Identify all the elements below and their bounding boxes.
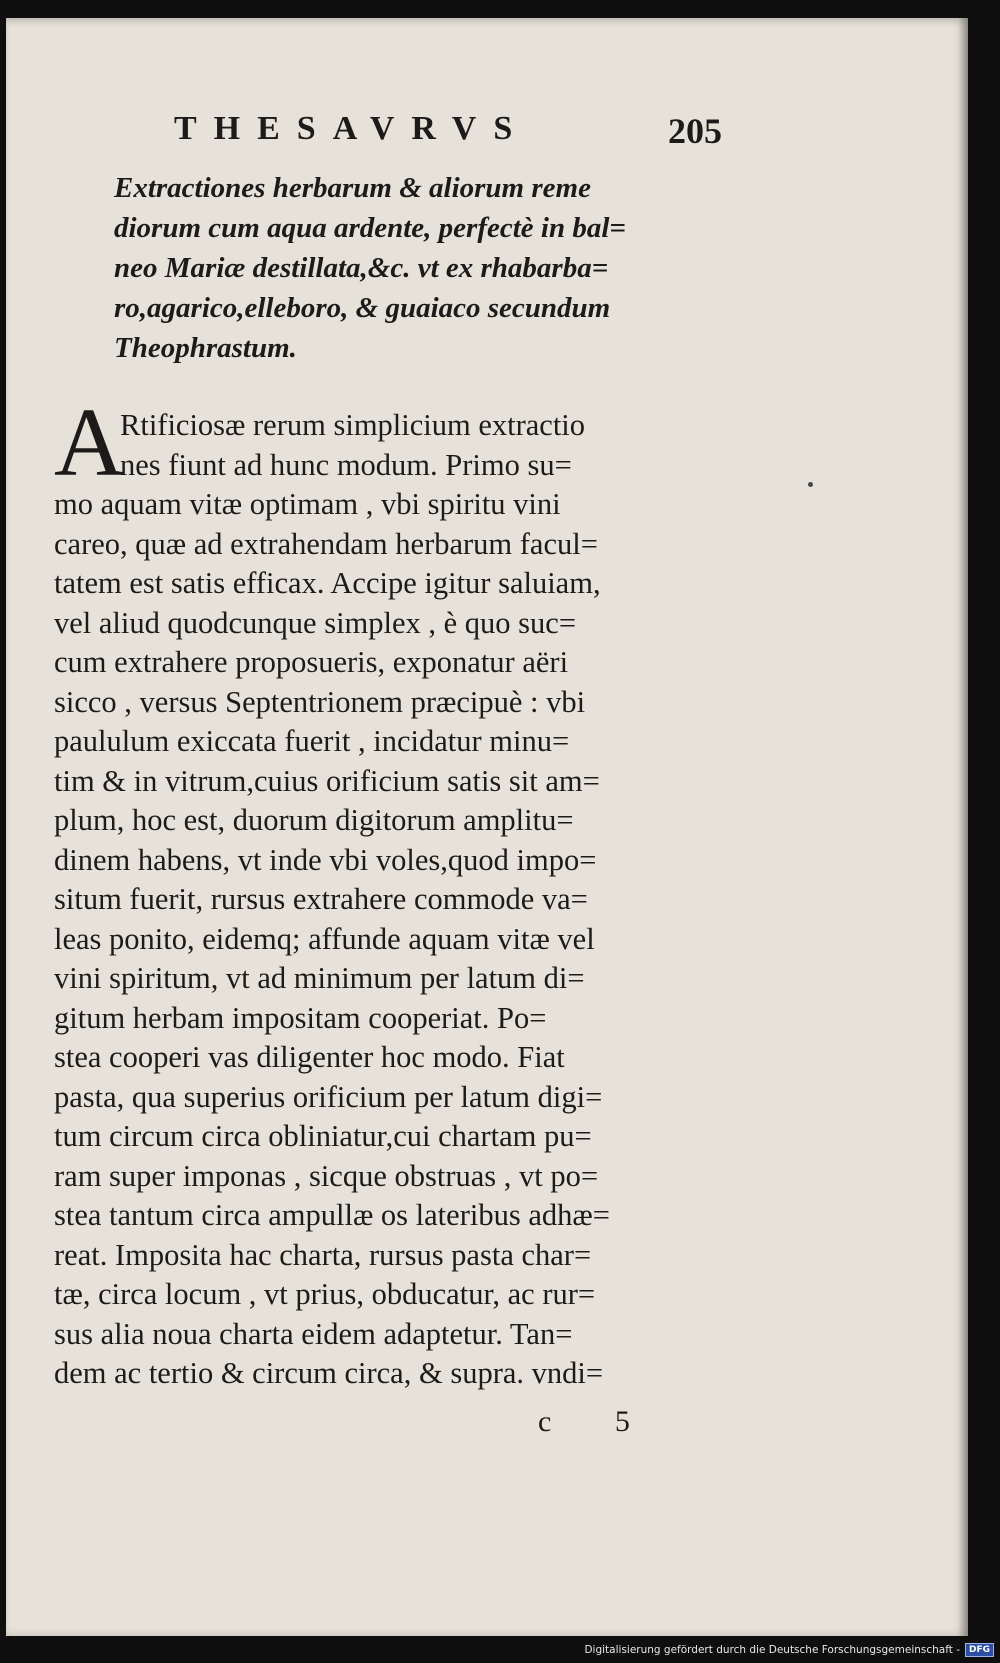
chapter-title — [114, 168, 734, 368]
text-line: gitum herbam impositam cooperiat. Po= — [54, 1000, 547, 1035]
chapter-title-line: neo Mariæ destillata,&c. vt ex rhabarba= — [114, 252, 609, 284]
text-line: tæ, circa locum , vt prius, obducatur, ac rur= — [54, 1277, 596, 1311]
running-head: THESAVRVS — [174, 110, 530, 147]
chapter-title-line: Theophrastum. — [114, 332, 297, 364]
text-line: sus alia noua charta eidem adaptetur. Tan= — [54, 1316, 573, 1351]
text-line: tim & in vitrum,cuius orificium satis sit am= — [54, 763, 600, 798]
text-line: ram super imponas , sicque obstruas , vt po= — [54, 1158, 599, 1193]
chapter-title-line: diorum cum aqua ardente, perfectè in bal= — [114, 212, 626, 244]
text-line: vel aliud quodcunque simplex , è quo suc= — [54, 605, 577, 640]
chapter-title-line: Extractiones herbarum & aliorum reme — [114, 172, 591, 204]
credit-text: Digitalisierung gefördert durch die Deutsche Forschungsgemeinschaft - — [584, 1644, 960, 1656]
text-line: tatem est satis efficax. Accipe igitur saluiam, — [54, 566, 601, 600]
body-text — [54, 389, 744, 1394]
text-line: pasta, qua superius orificium per latum digi= — [54, 1079, 603, 1114]
text-line: nes fiunt ad hunc modum. Primo su= — [120, 447, 572, 482]
text-line: dem ac tertio & circum circa, & supra. vndi= — [54, 1356, 604, 1390]
digitization-credit — [584, 1643, 994, 1657]
text-line: sicco , versus Septentrionem præcipuè : vbi — [54, 684, 586, 719]
text-line: Rtificiosæ rerum simplicium extractio — [120, 408, 586, 442]
signature-mark: c 5 — [538, 1405, 658, 1438]
text-line: paululum exiccata fuerit , incidatur minu= — [54, 724, 570, 758]
text-line: stea tantum circa ampullæ os lateribus adhæ= — [54, 1198, 610, 1232]
book-page — [6, 18, 968, 1636]
text-line: careo, quæ ad extrahendam herbarum facul= — [54, 526, 598, 561]
text-line: situm fuerit, rursus extrahere commode va= — [54, 882, 588, 916]
text-line: plum, hoc est, duorum digitorum amplitu= — [54, 803, 574, 837]
text-line: dinem habens, vt inde vbi voles,quod impo= — [54, 842, 597, 877]
decorated-initial: A — [54, 389, 125, 497]
text-line: cum extrahere proposueris, exponatur aëri — [54, 645, 569, 679]
ink-speck — [808, 482, 813, 487]
text-line: mo aquam vitæ optimam , vbi spiritu vini — [54, 487, 561, 521]
text-line: vini spiritum, vt ad minimum per latum di= — [54, 961, 585, 995]
chapter-title-line: ro,agarico,elleboro, & guaiaco secundum — [114, 292, 611, 324]
text-line: reat. Imposita hac charta, rursus pasta char= — [54, 1237, 592, 1272]
dfg-logo[interactable]: DFG — [965, 1643, 994, 1657]
text-line: stea cooperi vas diligenter hoc modo. Fiat — [54, 1040, 565, 1074]
page-number: 205 — [668, 111, 722, 151]
text-line: leas ponito, eidemq; affunde aquam vitæ vel — [54, 921, 595, 956]
text-line: tum circum circa obliniatur,cui chartam pu= — [54, 1119, 592, 1153]
